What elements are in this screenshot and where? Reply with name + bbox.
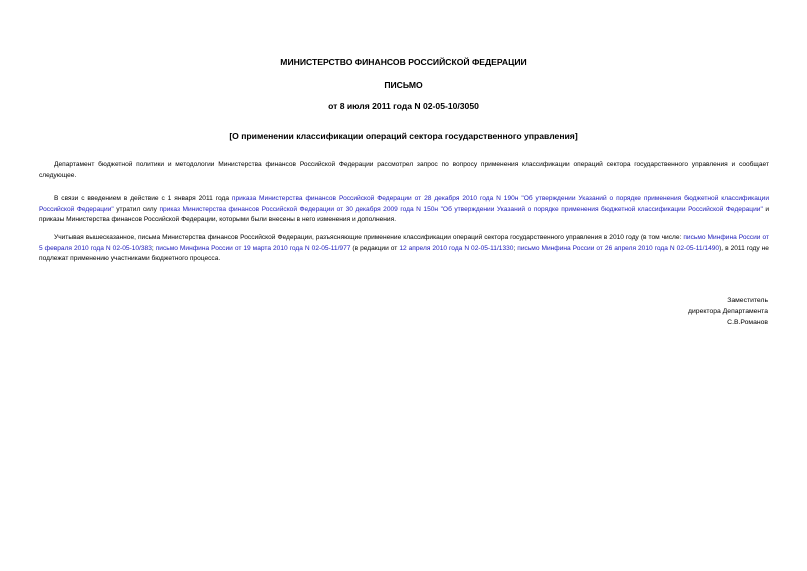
signature-position: Заместитель	[727, 297, 768, 304]
document-subject: [О применении классификации операций сектора государственного управления]	[229, 131, 578, 141]
signature-name: С.В.Романов	[727, 319, 768, 326]
signature-block	[688, 295, 768, 328]
paragraph-2-text-3: и приказы Министерства финансов Российской Федерации, которыми были внесены в него изменения и дополнения.	[39, 205, 769, 224]
paragraph-1: Департамент бюджетной политики и методологии Министерства финансов Российской Федерации рассмотрел запрос по вопросу применения классификации операций сектора государственного управления и сообщает следующее.	[39, 161, 769, 179]
paragraph-2	[39, 194, 769, 226]
document-date-number: от 8 июля 2011 года N 02-05-10/3050	[328, 101, 479, 111]
paragraph-3-text-2: ;	[151, 244, 156, 252]
letter-1490-link[interactable]: письмо Минфина России от 26 апреля 2010 года N 02-05-11/1490	[517, 244, 720, 252]
paragraph-3	[39, 233, 769, 265]
paragraph-3-text-1: Учитывая вышесказанное, письма Министерства финансов Российской Федерации, разъясняющие применение классификации операций сектора государственного управления в 2010 году (в том числе:	[54, 234, 684, 241]
signature-department: директора Департамента	[688, 308, 768, 315]
letter-383-link[interactable]: письмо Минфина России от 5 февраля 2010 года N 02-05-10/383	[39, 234, 769, 252]
paragraph-2-text-1: В связи с введением в действие с 1 января 2011 года	[54, 195, 232, 202]
letter-1330-link[interactable]: 12 апреля 2010 года N 02-05-11/1330	[399, 244, 514, 252]
order-150n-link[interactable]: приказ Министерства финансов Российской Федерации от 30 декабря 2009 года N 150н "Об утверждении Указаний о порядке применения бюджетной классификации Российской Федерации"	[159, 205, 763, 213]
paragraph-3-text-5: ), в 2011 году не подлежат применению участниками бюджетного процесса.	[39, 244, 769, 263]
paragraph-3-text-3: (в редакции от	[350, 244, 400, 252]
letter-977-link[interactable]: письмо Минфина России от 19 марта 2010 года N 02-05-11/977	[155, 244, 351, 252]
ministry-heading: МИНИСТЕРСТВО ФИНАНСОВ РОССИЙСКОЙ ФЕДЕРАЦИИ	[280, 57, 527, 67]
paragraph-2-text-2: утратил силу	[113, 205, 160, 213]
document-type-heading: ПИСЬМО	[384, 80, 423, 90]
paragraph-3-text-4: ;	[513, 244, 518, 252]
order-190n-link[interactable]: приказа Министерства финансов Российской Федерации от 28 декабря 2010 года N 190н "Об утверждении Указаний о порядке применения бюджетной классификации Российской Федерации"	[39, 195, 770, 213]
